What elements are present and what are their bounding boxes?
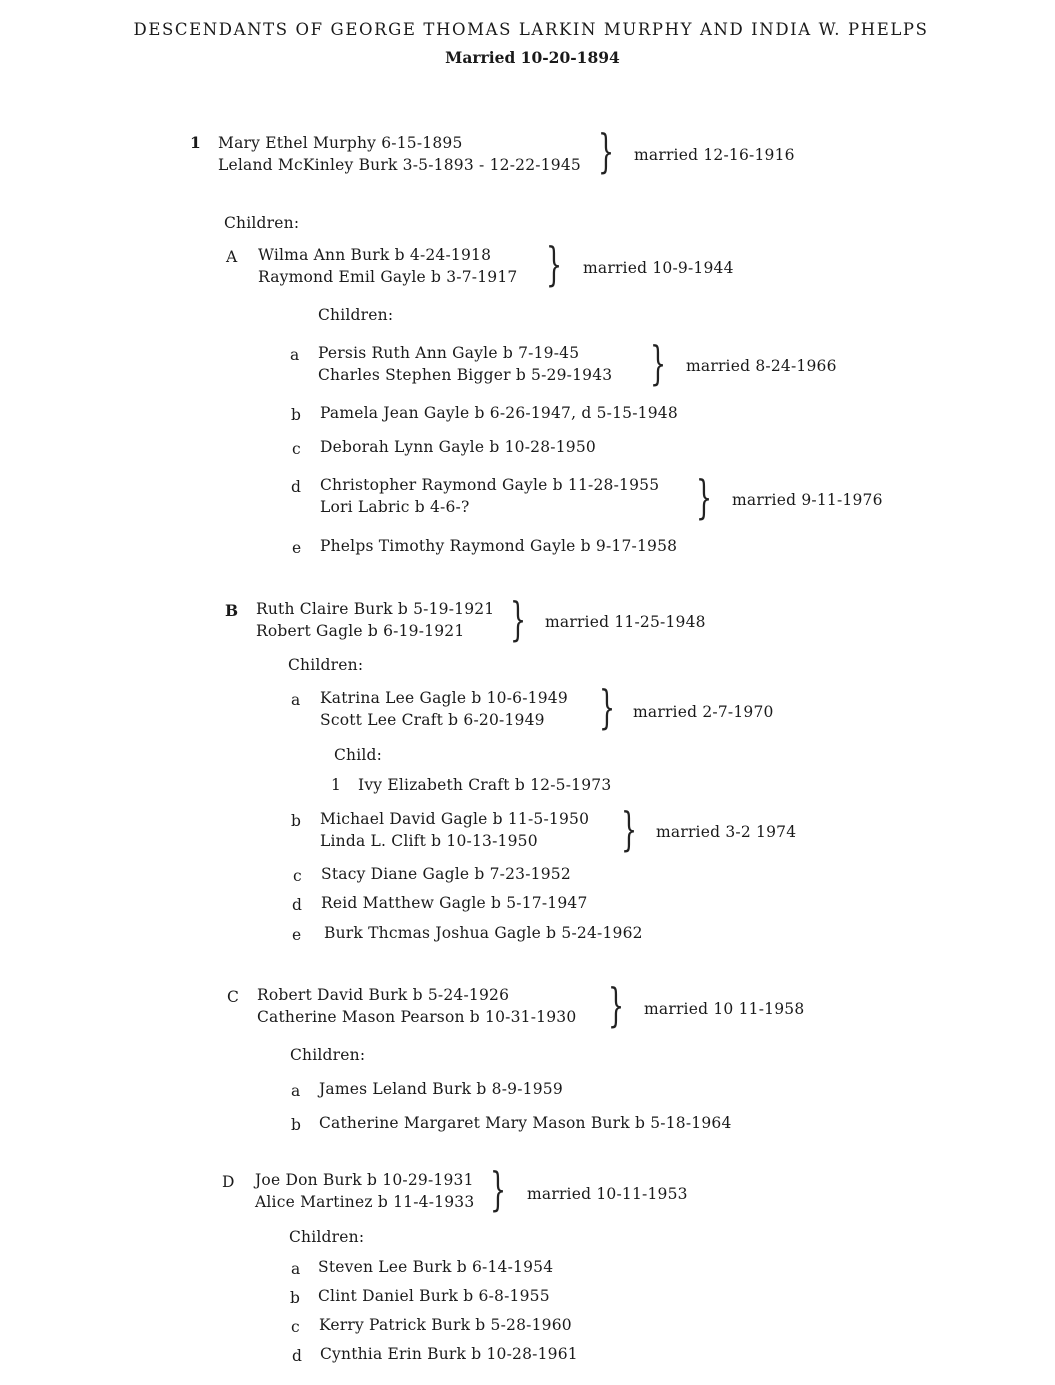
bracket-brace: } bbox=[650, 336, 667, 390]
marriage-date: married 3-2 1974 bbox=[656, 823, 797, 841]
spouse-name: Robert Gagle b 6-19-1921 bbox=[256, 622, 465, 640]
marriage-date: married 9-11-1976 bbox=[732, 491, 883, 509]
entry-letter: a bbox=[291, 691, 301, 709]
marriage-date: married 12-16-1916 bbox=[634, 146, 795, 164]
entry-letter: e bbox=[292, 926, 302, 944]
person-name: Phelps Timothy Raymond Gayle b 9-17-1958 bbox=[320, 537, 678, 555]
marriage-date: married 10-11-1953 bbox=[527, 1185, 688, 1203]
entry-letter: b bbox=[291, 406, 302, 424]
marriage-date: married 8-24-1966 bbox=[686, 357, 837, 375]
spouse-name: Alice Martinez b 11-4-1933 bbox=[255, 1193, 475, 1211]
spouse-name: Lori Labric b 4-6-? bbox=[320, 498, 470, 516]
children-label: Children: bbox=[290, 1046, 366, 1064]
entry-letter: D bbox=[222, 1173, 235, 1191]
person-name: Ruth Claire Burk b 5-19-1921 bbox=[256, 600, 495, 618]
page-title: DESCENDANTS OF GEORGE THOMAS LARKIN MURPHY AND INDIA W. PHELPS bbox=[133, 20, 929, 39]
person-name: Stacy Diane Gagle b 7-23-1952 bbox=[321, 865, 571, 883]
person-name: Robert David Burk b 5-24-1926 bbox=[257, 986, 510, 1004]
spouse-name: Catherine Mason Pearson b 10-31-1930 bbox=[257, 1008, 577, 1026]
spouse-name: Scott Lee Craft b 6-20-1949 bbox=[320, 711, 545, 729]
person-name: Pamela Jean Gayle b 6-26-1947, d 5-15-1948 bbox=[320, 404, 678, 422]
entry-letter: c bbox=[291, 1318, 300, 1336]
person-name: James Leland Burk b 8-9-1959 bbox=[319, 1080, 563, 1098]
children-label: Children: bbox=[318, 306, 394, 324]
person-name: Cynthia Erin Burk b 10-28-1961 bbox=[320, 1345, 578, 1363]
person-name: Joe Don Burk b 10-29-1931 bbox=[255, 1171, 474, 1189]
entry-letter: B bbox=[225, 601, 239, 620]
page-subtitle: Married 10-20-1894 bbox=[445, 48, 620, 67]
person-name: Burk Thcmas Joshua Gagle b 5-24-1962 bbox=[324, 924, 643, 942]
person-name: Clint Daniel Burk b 6-8-1955 bbox=[318, 1287, 550, 1305]
person-name: Ivy Elizabeth Craft b 12-5-1973 bbox=[358, 776, 612, 794]
person-name: Persis Ruth Ann Gayle b 7-19-45 bbox=[318, 344, 580, 362]
children-label: Children: bbox=[224, 214, 300, 232]
entry-letter: b bbox=[290, 1289, 301, 1307]
entry-letter: d bbox=[292, 896, 303, 914]
spouse-name: Linda L. Clift b 10-13-1950 bbox=[320, 832, 538, 850]
marriage-date: married 10-9-1944 bbox=[583, 259, 734, 277]
person-name: Deborah Lynn Gayle b 10-28-1950 bbox=[320, 438, 596, 456]
person-name: Christopher Raymond Gayle b 11-28-1955 bbox=[320, 476, 660, 494]
spouse-name: Charles Stephen Bigger b 5-29-1943 bbox=[318, 366, 613, 384]
spouse-name: Leland McKinley Burk 3-5-1893 - 12-22-1945 bbox=[218, 156, 581, 174]
person-name: Michael David Gagle b 11-5-1950 bbox=[320, 810, 590, 828]
entry-letter: e bbox=[292, 539, 302, 557]
entry-letter: A bbox=[226, 248, 238, 266]
entry-letter: c bbox=[292, 440, 301, 458]
entry-letter: d bbox=[292, 1347, 303, 1365]
person-name: Reid Matthew Gagle b 5-17-1947 bbox=[321, 894, 588, 912]
person-name: Catherine Margaret Mary Mason Burk b 5-18-1964 bbox=[319, 1114, 732, 1132]
entry-letter: b bbox=[291, 812, 302, 830]
person-name: Wilma Ann Burk b 4-24-1918 bbox=[258, 246, 492, 264]
entry-number: 1 bbox=[331, 776, 342, 794]
person-name: Mary Ethel Murphy 6-15-1895 bbox=[218, 134, 463, 152]
child-label: Child: bbox=[334, 746, 383, 764]
bracket-brace: } bbox=[490, 1162, 507, 1216]
person-name: Kerry Patrick Burk b 5-28-1960 bbox=[319, 1316, 572, 1334]
bracket-brace: } bbox=[621, 802, 638, 856]
entry-letter: d bbox=[291, 478, 302, 496]
entry-number: 1 bbox=[190, 133, 201, 152]
entry-letter: C bbox=[227, 988, 240, 1006]
person-name: Steven Lee Burk b 6-14-1954 bbox=[318, 1258, 554, 1276]
spouse-name: Raymond Emil Gayle b 3-7-1917 bbox=[258, 268, 518, 286]
person-name: Katrina Lee Gagle b 10-6-1949 bbox=[320, 689, 568, 707]
entry-letter: a bbox=[291, 1260, 301, 1278]
children-label: Children: bbox=[288, 656, 364, 674]
bracket-brace: } bbox=[608, 978, 625, 1032]
marriage-date: married 10 11-1958 bbox=[644, 1000, 805, 1018]
bracket-brace: } bbox=[598, 124, 615, 178]
bracket-brace: } bbox=[599, 680, 616, 734]
bracket-brace: } bbox=[546, 237, 563, 291]
children-label: Children: bbox=[289, 1228, 365, 1246]
bracket-brace: } bbox=[696, 470, 713, 524]
entry-letter: c bbox=[293, 867, 302, 885]
entry-letter: b bbox=[291, 1116, 302, 1134]
entry-letter: a bbox=[291, 1082, 301, 1100]
entry-letter: a bbox=[290, 346, 300, 364]
marriage-date: married 11-25-1948 bbox=[545, 613, 706, 631]
marriage-date: married 2-7-1970 bbox=[633, 703, 774, 721]
bracket-brace: } bbox=[510, 592, 527, 646]
